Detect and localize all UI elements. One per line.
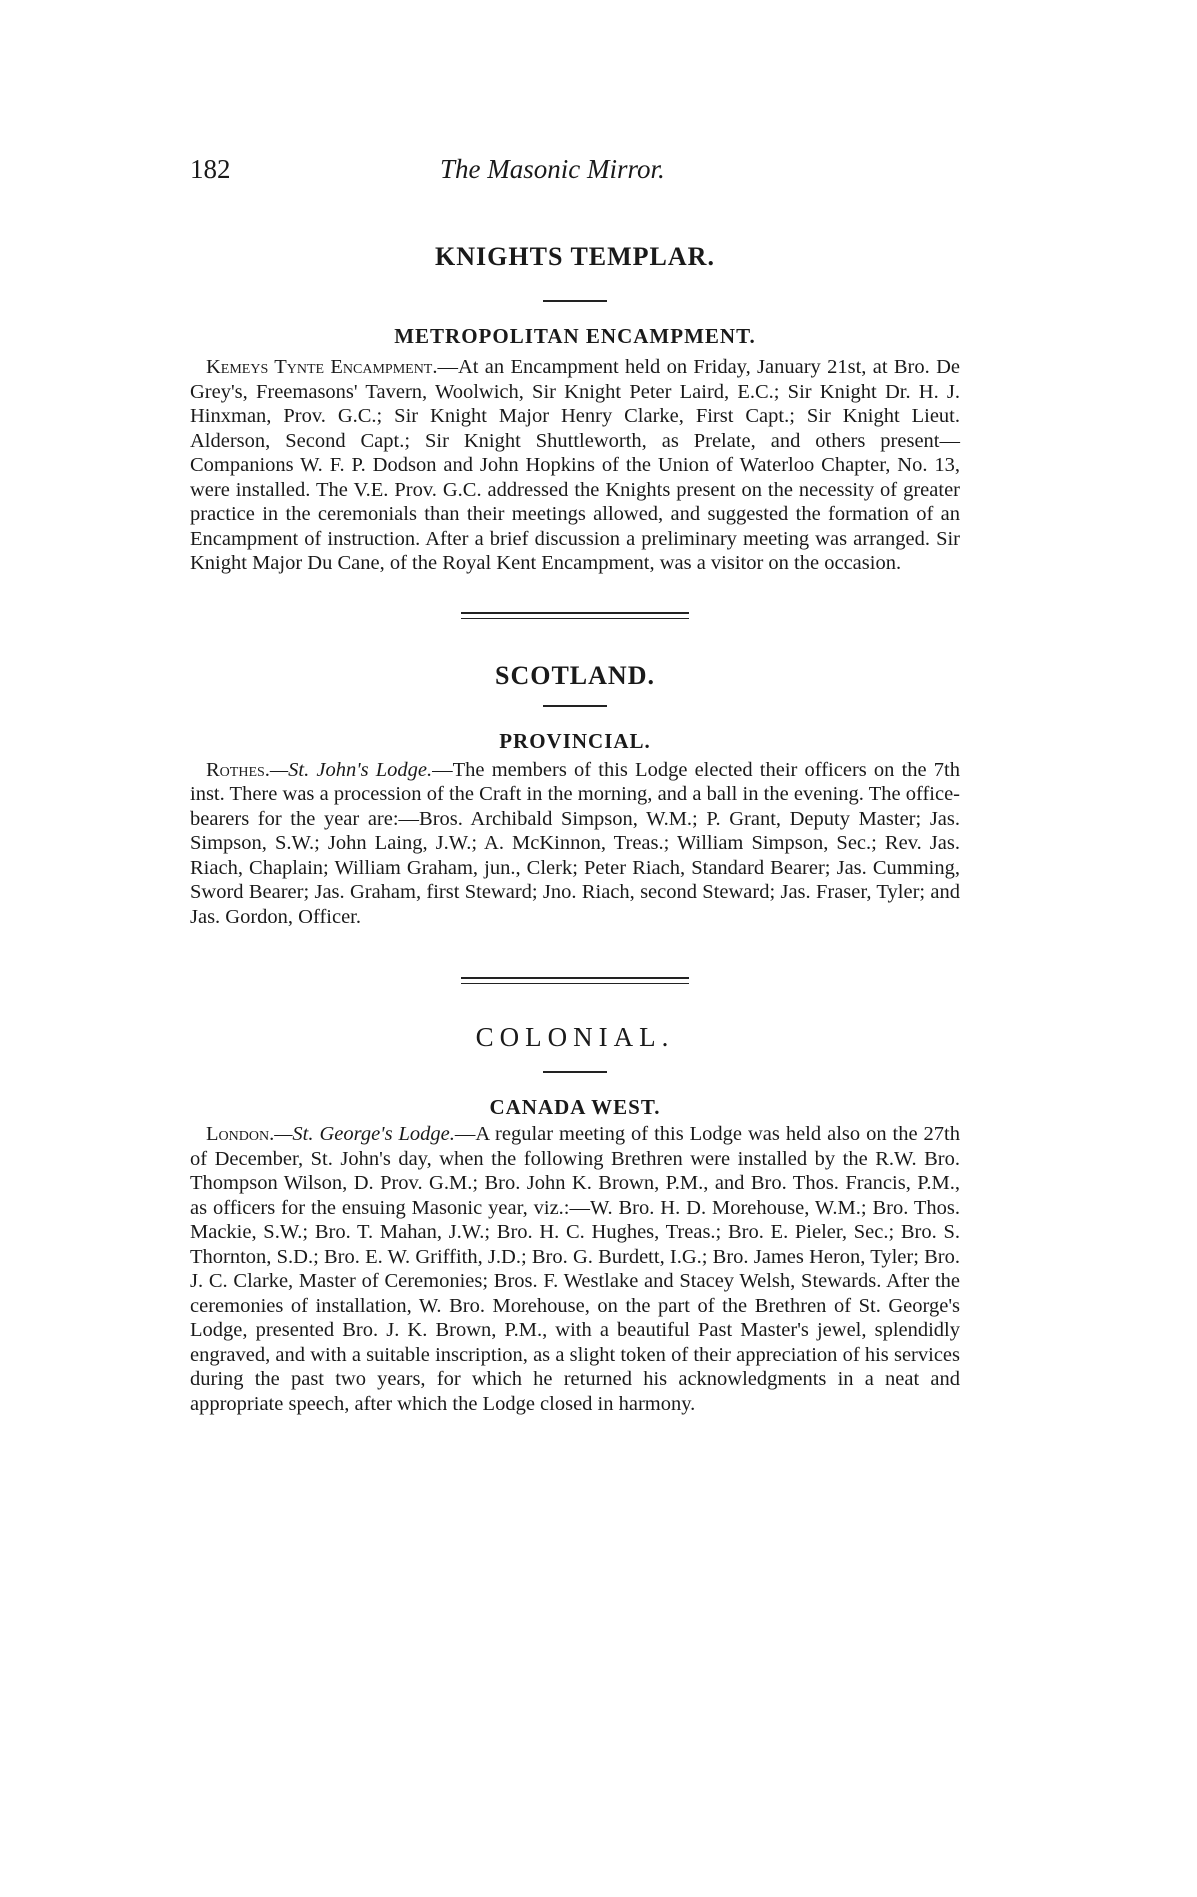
article-paragraph	[190, 355, 960, 576]
article-lead-lodge: —St. John's Lodge.	[269, 758, 433, 781]
article-text: —The members of this Lodge elected their officers on the 7th inst. There was a procession of the Craft in the morning, and a ball in the evening. The office-bearers for the year are:—Bros. Archibald Simpson, W.M.; P. Grant, Deputy Master; Jas. Simpson, S.W.; John Laing, J.W.; A. McKinnon, Treas.; William Simpson, Sec.; Rev. Jas. Riach, Chaplain; William Graham, jun., Clerk; Peter Riach, Standard Bearer; Jas. Cumming, Sword Bearer; Jas. Graham, first Steward; Jno. Riach, second Steward; Jas. Fraser, Tyler; and Jas. Gordon, Officer.	[190, 758, 961, 928]
article-paragraph	[190, 1122, 960, 1416]
double-rule-divider	[461, 612, 689, 619]
article-paragraph	[190, 758, 960, 930]
section-colonial	[190, 1022, 960, 1416]
section-subtitle: METROPOLITAN ENCAMPMENT.	[394, 324, 756, 348]
section-title: SCOTLAND.	[495, 660, 655, 690]
running-head	[190, 150, 960, 200]
article-text: —A regular meeting of this Lodge was held also on the 27th of December, St. John's day, when the following Brethren were installed by the R.W. Bro. Thompson Wilson, D. Prov. G.M.; Bro. John K. Brown, P.M., and Bro. Thos. Francis, P.M., as officers for the ensuing Masonic year, viz.:—W. Bro. H. D. Morehouse, W.M.; Bro. Thos. Mackie, S.W.; Bro. T. Mahan, J.W.; Bro. H. C. Hughes, Treas.; Bro. E. Pieler, Sec.; Bro. S. Thornton, S.D.; Bro. E. W. Griffith, J.D.; Bro. G. Burdett, I.G.; Bro. James Heron, Tyler; Bro. J. C. Clarke, Master of Ceremonies; Bros. F. Westlake and Stacey Welsh, Stewards. After the ceremonies of installation, W. Bro. Morehouse, on the part of the Brethren of St. George's Lodge, presented Bro. J. K. Brown, P.M., with a beautiful Past Master's jewel, splendidly engraved, and with a suitable inscription, as a slight token of their appreciation of his services during the past two years, for which he returned his acknowledgments in a neat and appropriate speech, after which the Lodge closed in harmony.	[190, 1123, 960, 1415]
page-number: 182	[190, 154, 231, 184]
section-subtitle: PROVINCIAL.	[499, 728, 651, 753]
article-lead: Kemeys Tynte Encampment.	[206, 356, 438, 378]
section-knights-templar	[190, 242, 960, 576]
short-rule	[543, 1071, 607, 1073]
section-title: KNIGHTS TEMPLAR.	[435, 242, 715, 271]
article-lead: London.	[206, 1123, 275, 1145]
article-lead: Rothes.	[206, 758, 270, 781]
short-rule	[543, 705, 607, 707]
section-scotland	[190, 661, 960, 930]
article-lead-lodge: —St. George's Lodge.	[274, 1123, 455, 1145]
double-rule-divider	[461, 977, 689, 984]
section-subtitle: CANADA WEST.	[489, 1095, 661, 1119]
short-rule	[543, 300, 607, 302]
article-text: —At an Encampment held on Friday, January 21st, at Bro. De Grey's, Freemasons' Tavern, Woolwich, Sir Knight Peter Laird, E.C.; Sir Knight Dr. H. J. Hinxman, Prov. G.C.; Sir Knight Major Henry Clarke, First Capt.; Sir Knight Lieut. Alderson, Second Capt.; Sir Knight Shuttleworth, as Prelate, and others present—Companions W. F. P. Dodson and John Hopkins of the Union of Waterloo Chapter, No. 13, were installed. The V.E. Prov. G.C. addressed the Knights present on the necessity of greater practice in the ceremonials than their meetings allowed, and suggested the formation of an Encampment of instruction. After a brief discussion a preliminary meeting was arranged. Sir Knight Major Du Cane, of the Royal Kent Encampment, was a visitor on the occasion.	[190, 356, 960, 574]
section-title: COLONIAL.	[475, 1022, 675, 1052]
page	[190, 150, 960, 1416]
running-title: The Masonic Mirror.	[440, 154, 665, 184]
